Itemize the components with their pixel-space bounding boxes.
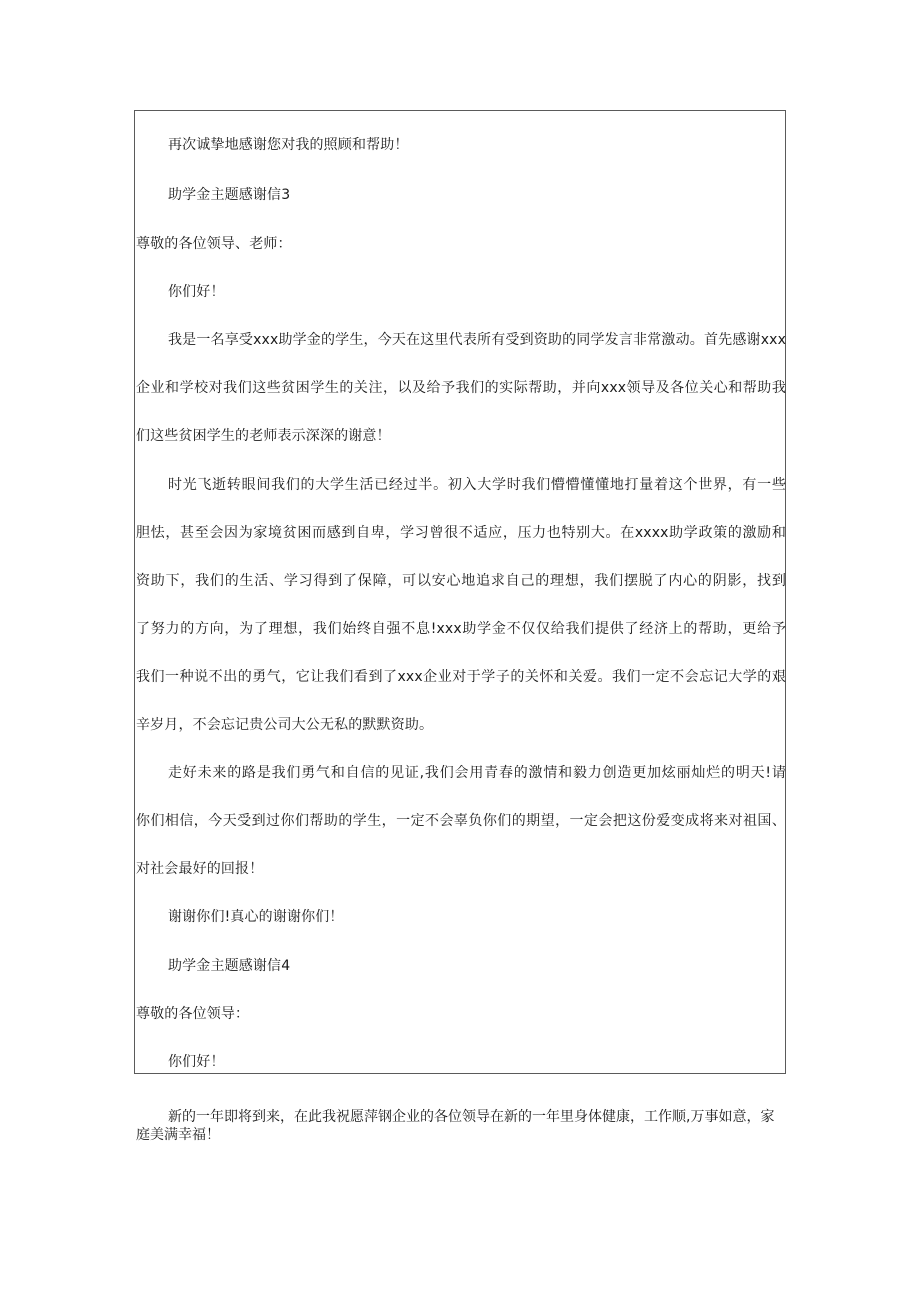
footer-paragraph: 新的一年即将到来，在此我祝愿萍钢企业的各位领导在新的一年里身体健康，工作顺,万事如意，家庭美满幸福！ [136, 1109, 775, 1143]
paragraph-2-line-2: 胆怯，甚至会因为家境贫困而感到自卑，学习曾很不适应，压力也特别大。在xxxx助学政策的激励和 [136, 525, 786, 541]
letter-3-greeting: 你们好！ [168, 284, 225, 300]
final-thanks-line: 谢谢你们!真心的谢谢你们！ [168, 909, 344, 925]
letter-3-salutation: 尊敬的各位领导、老师： [136, 236, 292, 252]
paragraph-3-line-3: 对社会最好的回报！ [136, 861, 264, 877]
paragraph-3-line-1: 走好未来的路是我们勇气和自信的见证,我们会用青春的激情和毅力创造更加炫丽灿烂的明天!请 [168, 765, 786, 781]
content-frame [134, 110, 786, 1074]
paragraph-2-line-6: 辛岁月，不会忘记贵公司大公无私的默默资助。 [136, 717, 434, 733]
paragraph-2-line-1: 时光飞逝转眼间我们的大学生活已经过半。初入大学时我们懵懵懂懂地打量着这个世界，有一些 [168, 477, 786, 493]
closing-thanks-line: 再次诚挚地感谢您对我的照顾和帮助！ [168, 137, 409, 153]
paragraph-1-line-2: 企业和学校对我们这些贫困学生的关注，以及给予我们的实际帮助，并向xxx领导及各位关心和帮助我 [136, 380, 786, 396]
letter-4-title: 助学金主题感谢信4 [168, 958, 291, 974]
paragraph-1-line-3: 们这些贫困学生的老师表示深深的谢意！ [136, 428, 391, 444]
letter-4-greeting: 你们好！ [168, 1054, 225, 1070]
letter-3-title: 助学金主题感谢信3 [168, 187, 291, 203]
paragraph-2-line-4: 了努力的方向，为了理想，我们始终自强不息!xxx助学金不仅仅给我们提供了经济上的帮助，更给予 [136, 621, 786, 637]
paragraph-2-line-5: 我们一种说不出的勇气，它让我们看到了xxx企业对于学子的关怀和关爱。我们一定不会忘记大学的艰 [136, 669, 786, 685]
paragraph-1-line-1: 我是一名享受xxx助学金的学生，今天在这里代表所有受到资助的同学发言非常激动。首先感谢xxx [168, 332, 786, 348]
paragraph-3-line-2: 你们相信，今天受到过你们帮助的学生，一定不会辜负你们的期望，一定会把这份爱变成将来对祖国、 [136, 813, 786, 829]
paragraph-2-line-3: 资助下，我们的生活、学习得到了保障，可以安心地追求自己的理想，我们摆脱了内心的阴影，找到 [136, 573, 786, 589]
letter-4-salutation: 尊敬的各位领导： [136, 1006, 250, 1022]
